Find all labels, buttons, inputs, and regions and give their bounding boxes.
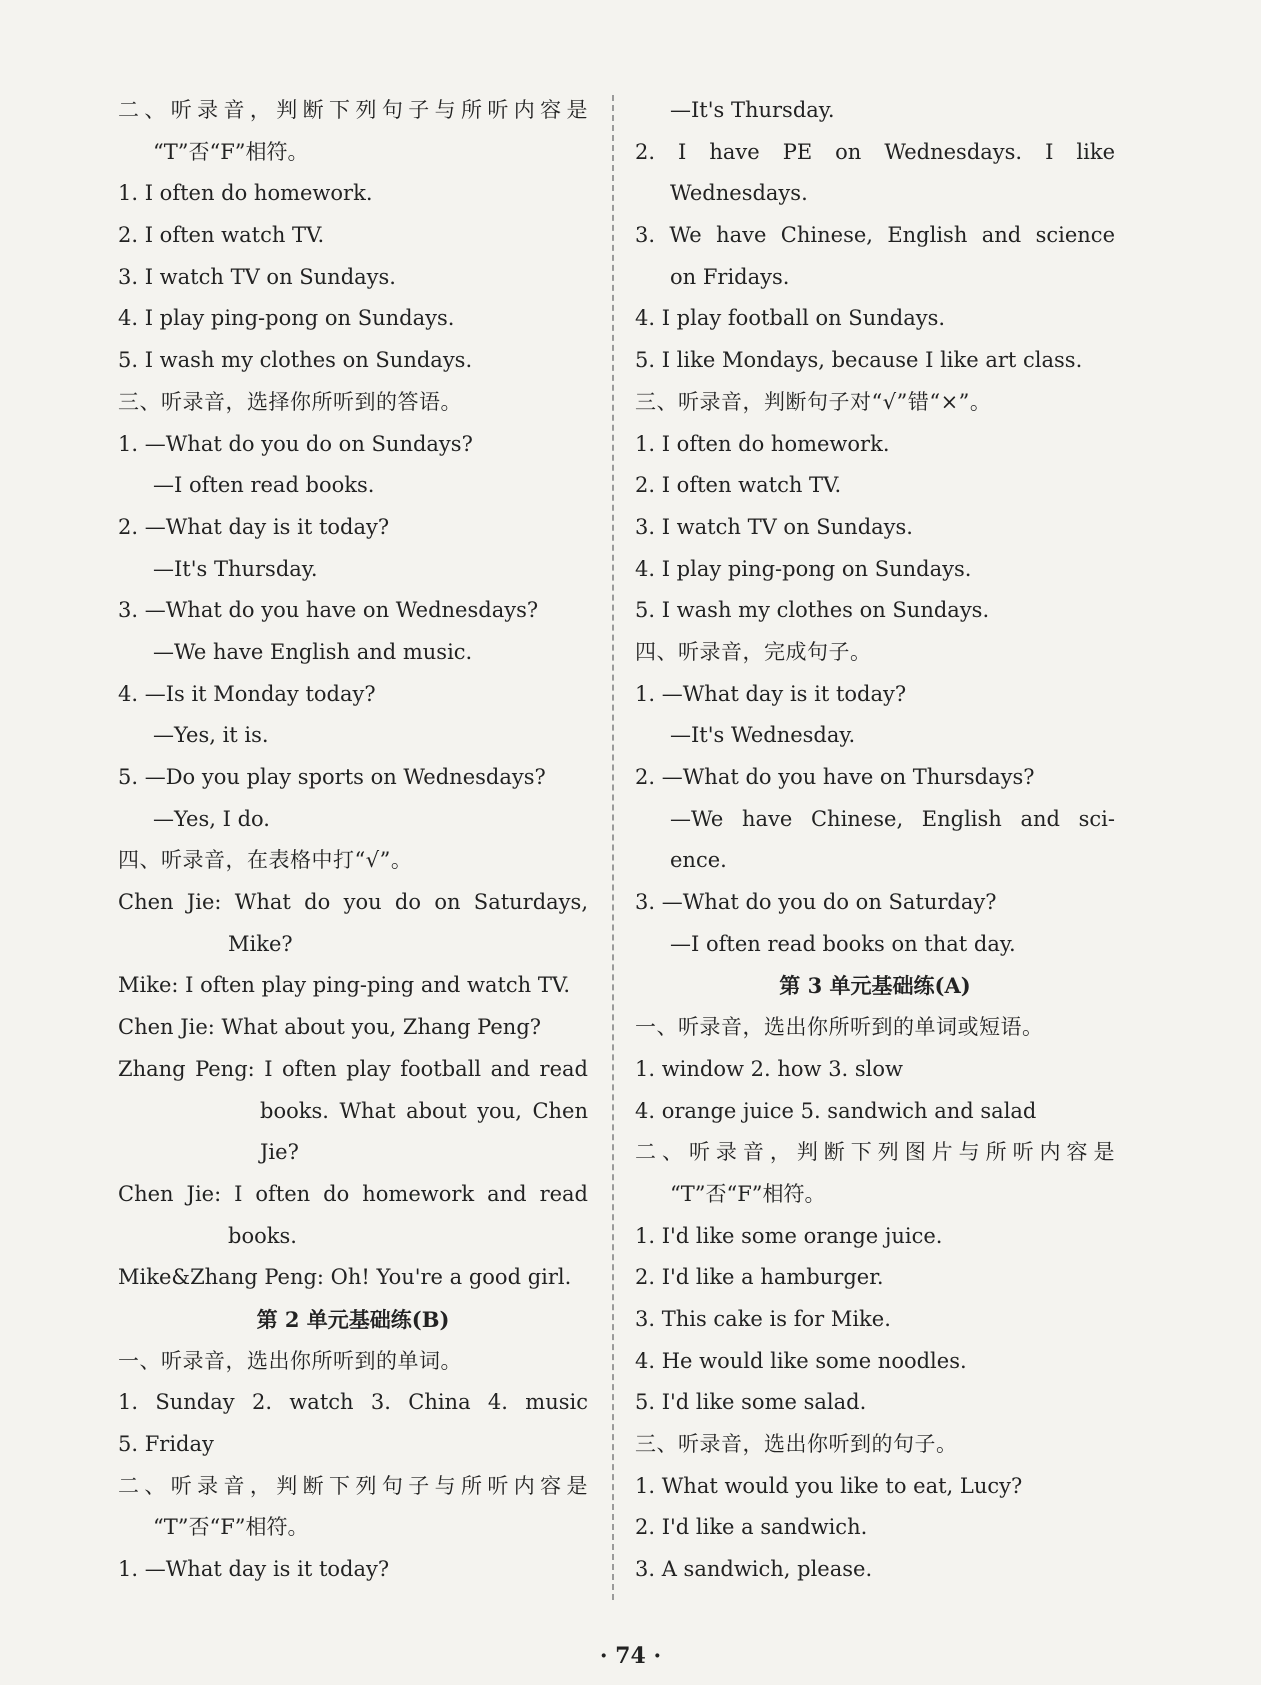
text-line: 3. We have Chinese, English and science <box>635 223 1115 248</box>
text-line: Zhang Peng: I often play football and read <box>118 1056 588 1081</box>
text-line: 4. I play ping-pong on Sundays. <box>635 556 972 581</box>
text-line: 1. —What day is it today? <box>635 681 907 706</box>
text-line: —It's Thursday. <box>670 98 835 122</box>
text-line: —It's Wednesday. <box>670 723 856 748</box>
text-line: —It's Thursday. <box>153 556 318 581</box>
text-line: ence. <box>670 848 727 873</box>
text-line: Chen Jie: What about you, Zhang Peng? <box>118 1015 542 1040</box>
text-line: 2. I'd like a hamburger. <box>635 1265 884 1290</box>
exercise-heading: 一、听录音，选出你所听到的单词。 <box>118 1348 462 1373</box>
text-line: 3. A sandwich, please. <box>635 1557 873 1582</box>
exercise-heading: 四、听录音，完成句子。 <box>635 639 872 664</box>
text-line: 5. I wash my clothes on Sundays. <box>635 598 990 623</box>
text-line: 1. window 2. how 3. slow <box>635 1056 904 1081</box>
text-line: Wednesdays. <box>670 181 808 206</box>
text-line: 5. I like Mondays, because I like art class. <box>635 348 1083 373</box>
column-divider <box>612 95 614 1600</box>
text-line: Mike? <box>228 931 293 956</box>
text-line: 1. I often do homework. <box>635 431 890 456</box>
text-line: 2. I often watch TV. <box>635 473 842 498</box>
left-column <box>118 90 588 1591</box>
text-line: 2. I'd like a sandwich. <box>635 1515 868 1540</box>
text-line: 4. I play football on Sundays. <box>635 306 946 331</box>
exercise-heading: 三、听录音，选择你所听到的答语。 <box>118 389 462 414</box>
text-line: “T”否“F”相符。 <box>153 139 309 164</box>
text-line: 3. I watch TV on Sundays. <box>635 514 913 539</box>
text-line: 2. I have PE on Wednesdays. I like <box>635 139 1115 164</box>
exercise-heading: 一、听录音，选出你所听到的单词或短语。 <box>635 1015 1044 1040</box>
text-line: 1. I often do homework. <box>118 181 373 206</box>
text-line: —We have English and music. <box>153 639 473 664</box>
text-line: 3. This cake is for Mike. <box>635 1306 891 1331</box>
text-line: 1. What would you like to eat, Lucy? <box>635 1473 1023 1498</box>
page-number: · 74 · <box>599 1643 662 1669</box>
text-line: on Fridays. <box>670 264 790 289</box>
text-line: Chen Jie: I often do homework and read <box>118 1181 588 1206</box>
text-line: 4. He would like some noodles. <box>635 1348 967 1373</box>
text-line: “T”否“F”相符。 <box>153 1515 309 1540</box>
text-line: 1. Sunday 2. watch 3. China 4. music <box>118 1390 588 1415</box>
text-line: —Yes, it is. <box>153 723 269 748</box>
exercise-heading: 四、听录音，在表格中打“√”。 <box>118 848 413 873</box>
text-line: 4. I play ping-pong on Sundays. <box>118 306 455 331</box>
text-line: Jie? <box>260 1140 299 1165</box>
text-line: Mike&Zhang Peng: Oh! You're a good girl. <box>118 1265 572 1290</box>
text-line: 1. —What do you do on Sundays? <box>118 431 473 456</box>
section-title: 第 2 单元基础练(B) <box>256 1306 450 1332</box>
text-line: 4. orange juice 5. sandwich and salad <box>635 1098 1037 1123</box>
text-line: 2. —What day is it today? <box>118 514 390 539</box>
text-line: 1. —What day is it today? <box>118 1557 390 1582</box>
right-column <box>635 90 1115 1591</box>
text-line: 2. —What do you have on Thursdays? <box>635 765 1035 789</box>
exercise-heading: 三、听录音，选出你听到的句子。 <box>635 1432 958 1456</box>
text-line: “T”否“F”相符。 <box>670 1181 826 1206</box>
exercise-heading: 二、听录音，判断下列句子与所听内容是 <box>118 98 588 122</box>
text-line: 5. Friday <box>118 1432 214 1456</box>
text-line: Chen Jie: What do you do on Saturdays, <box>118 890 588 915</box>
exercise-heading: 三、听录音，判断句子对“√”错“×”。 <box>635 389 992 414</box>
text-line: 5. —Do you play sports on Wednesdays? <box>118 765 546 789</box>
text-line: 5. I'd like some salad. <box>635 1390 867 1415</box>
exercise-heading: 二、听录音，判断下列句子与所听内容是 <box>118 1473 588 1498</box>
text-line: books. What about you, Chen <box>260 1098 588 1123</box>
text-line: —I often read books. <box>153 473 375 498</box>
text-line: —Yes, I do. <box>153 806 270 831</box>
text-line: books. <box>228 1223 297 1248</box>
section-title: 第 3 单元基础练(A) <box>779 973 971 999</box>
text-line: 1. I'd like some orange juice. <box>635 1223 943 1248</box>
text-line: 3. I watch TV on Sundays. <box>118 264 396 289</box>
text-line: 3. —What do you do on Saturday? <box>635 890 997 915</box>
text-line: 5. I wash my clothes on Sundays. <box>118 348 473 373</box>
text-line: 3. —What do you have on Wednesdays? <box>118 598 539 623</box>
text-line: Mike: I often play ping-ping and watch TV. <box>118 973 571 998</box>
text-line: —We have Chinese, English and sci- <box>670 806 1115 831</box>
text-line: —I often read books on that day. <box>670 931 1016 956</box>
text-line: 2. I often watch TV. <box>118 223 325 248</box>
text-line: 4. —Is it Monday today? <box>118 681 376 706</box>
exercise-heading: 二、听录音，判断下列图片与所听内容是 <box>635 1140 1115 1165</box>
